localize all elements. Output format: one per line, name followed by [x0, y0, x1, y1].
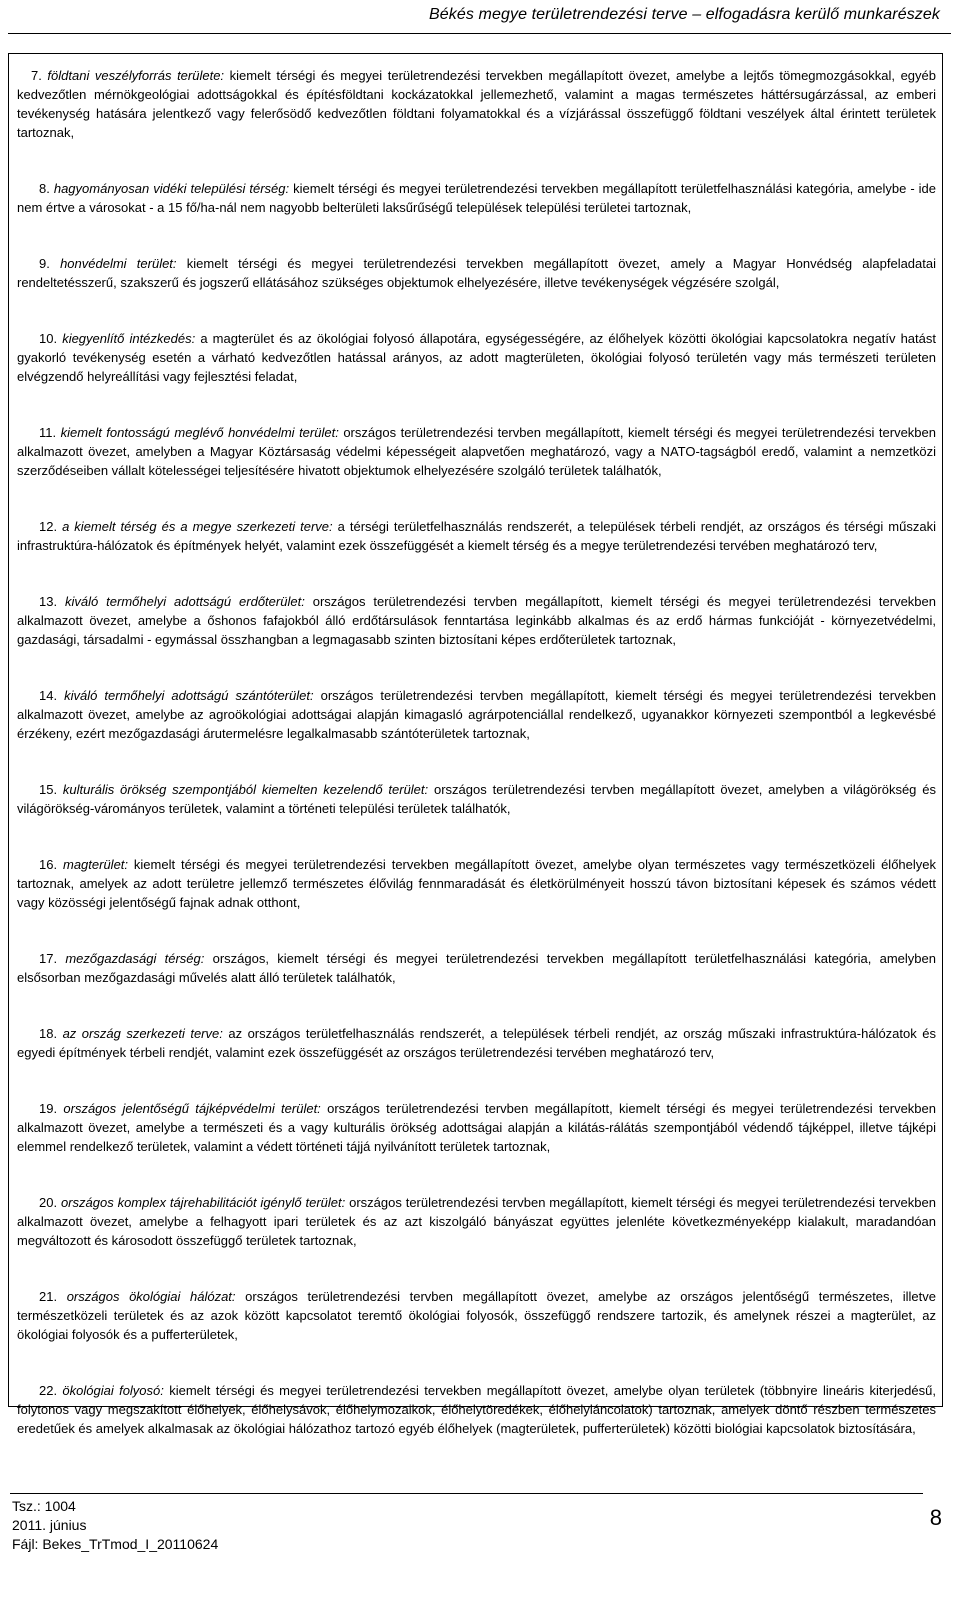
item-number: 15.	[39, 782, 58, 797]
definition-item	[17, 329, 936, 386]
footer-file: Fájl: Bekes_TrTmod_I_20110624	[12, 1536, 219, 1552]
definition-item	[17, 949, 936, 987]
definition-item	[17, 1287, 936, 1344]
definition-item	[17, 855, 936, 912]
definition-item	[17, 66, 936, 142]
item-term: a kiemelt térség és a megye szerkezeti terve:	[62, 519, 333, 534]
item-number: 19.	[39, 1101, 58, 1116]
item-number: 10.	[39, 331, 58, 346]
item-term: országos komplex tájrehabilitációt igénylő terület:	[60, 1195, 346, 1210]
item-text: országos területrendezési tervben megállapított övezet, amelybe az országos jelentőségű természetes, illetve természetközeli területek és az azok között kapcsolatot teremtő ökológiai folyosók, összefüggő rendszere tartozik, és amelynek részei a magterület, az ökológiai folyosók és a pufferterületek,	[17, 1289, 936, 1342]
item-number: 17.	[39, 951, 58, 966]
item-text: az országos területfelhasználás rendszerét, a települések térbeli rendjét, az ország műszaki infrastruktúra-hálózatok és egyedi építmények térbeli rendjét, valamint ezek összefüggését az országos területrendezési tervében meghatározó terv,	[17, 1026, 936, 1060]
item-term: mezőgazdasági térség:	[65, 951, 205, 966]
item-term: hagyományosan vidéki települési térség:	[53, 181, 290, 196]
item-number: 9.	[39, 256, 50, 271]
item-number: 20.	[39, 1195, 58, 1210]
item-text: országos területrendezési tervben megállapított, kiemelt térségi és megyei területrendezési tervekben alkalmazott övezet, amelybe a felhagyott ipari területek és az azt kiszolgáló bányászat együttes jelenléte következményeképp kialakult, maradandóan megváltozott és károsodott összefüggő területek tartoznak,	[17, 1195, 936, 1248]
item-term: földtani veszélyforrás területe:	[47, 68, 225, 83]
definition-item	[17, 179, 936, 217]
item-number: 22.	[39, 1383, 58, 1398]
page-number: 8	[929, 1505, 942, 1530]
footer-tsz: Tsz.: 1004	[12, 1498, 76, 1514]
item-text: a magterület és az ökológiai folyosó állapotára, egységességére, az élőhelyek közötti ökológiai kapcsolatokra negatív hatást gyakorló tevékenység esetén a várható kedvezőtlen hatással arányos, az adott magterületen, ökológiai folyosó területén vagy más természeti területen elvégzendő helyreállítási vagy fejlesztési feladat,	[17, 331, 936, 384]
item-number: 18.	[39, 1026, 58, 1041]
item-number: 21.	[39, 1289, 58, 1304]
item-number: 13.	[39, 594, 58, 609]
item-text: országos területrendezési tervben megállapított övezet, amelyben a világörökség és világörökség-várományos területek, valamint a történeti települési területek találhatók,	[17, 782, 936, 816]
definition-item	[17, 592, 936, 649]
definition-item	[17, 254, 936, 292]
item-term: ökológiai folyosó:	[62, 1383, 164, 1398]
item-term: országos jelentőségű tájképvédelmi terület:	[63, 1101, 321, 1116]
definition-item	[17, 517, 936, 555]
item-term: országos ökológiai hálózat:	[66, 1289, 236, 1304]
item-number: 11.	[39, 425, 57, 440]
item-term: kiváló termőhelyi adottságú erdőterület:	[65, 594, 305, 609]
item-text: országos területrendezési tervben megállapított, kiemelt térségi és megyei területrendezési tervekben alkalmazott övezet, amelyben a Magyar Köztársaság védelmi képességeit alapvetően meghatározó, vagy a NATO-tagságból eredő, valamint a nemzetközi szerződéseiben vállalt kötelességei teljesítésére hivatott objektumok elhelyezésére szolgáló területek találhatók,	[17, 425, 936, 478]
definition-item	[17, 1193, 936, 1250]
definition-item	[17, 1099, 936, 1156]
item-term: kiegyenlítő intézkedés:	[62, 331, 196, 346]
item-term: kulturális örökség szempontjából kiemelten kezelendő terület:	[62, 782, 429, 797]
item-text: kiemelt térségi és megyei területrendezési tervekben megállapított övezet, amelybe olyan területek (többnyire lineáris kiterjedésű, folytonos vagy megszakított élőhelyek, élőhelysávok, élőhelymozaikok, élőhelytöredékek, élőhelyláncolatok) tartoznak, amelyek döntő részben természetes eredetűek és amelyek alkalmasak az ökológiai hálózathoz tartozó egyéb élőhelyek (magterületek, pufferterületek) közötti biológiai kapcsolatok biztosítására,	[17, 1383, 936, 1436]
item-term: kiváló termőhelyi adottságú szántóterület:	[64, 688, 314, 703]
definitions-box	[8, 53, 943, 1436]
item-text: kiemelt térségi és megyei területrendezési tervekben megállapított övezet, amelybe olyan természetes vagy természetközeli élőhelyek tartoznak, amelyek az adott területre jellemző természetes élővilág fennmaradását és életkörülményeit hosszú távon biztosítani képesek és számos védett vagy közösségi jelentőségű fajnak adnak otthont,	[17, 857, 936, 910]
item-term: kiemelt fontosságú meglévő honvédelmi terület:	[60, 425, 339, 440]
item-text: kiemelt térségi és megyei területrendezési tervekben megállapított övezet, amely a Magyar Honvédség alapfeladatai rendeltetésszerű, szakszerű és jogszerű ellátásához szükséges objektumok elhelyezésére, illetve tevékenységek végzésére szolgál,	[17, 256, 936, 290]
item-text: kiemelt térségi és megyei területrendezési tervekben megállapított övezet, amelybe a lejtős tömegmozgásokkal, egyéb kedvezőtlen mérnökgeológiai adottságokkal és építésföldtani kockázatokkal jellemezhető, valamint a magas természetes háttérsugárzással, az emberi tevékenység hatására jelentkező vagy felerősödő kedvezőtlen földtani folyamatokkal és a vízjárással összefüggő földtani veszélyek által érintett területek tartoznak,	[17, 68, 936, 140]
item-term: az ország szerkezeti terve:	[62, 1026, 223, 1041]
definition-item	[17, 1381, 936, 1438]
item-text: országos, kiemelt térségi és megyei területrendezési tervekben megállapított területfelhasználási kategória, amelyben elsősorban mezőgazdasági művelés alatt álló területek találhatók,	[17, 951, 936, 985]
item-number: 14.	[39, 688, 58, 703]
definition-item	[17, 423, 936, 480]
item-text: a térségi területfelhasználás rendszerét, a települések térbeli rendjét, az országos és térségi műszaki infrastruktúra-hálózatok és építmények helyét, valamint ezek összefüggését a kiemelt térség és a megye területrendezési tervében meghatározó terv,	[17, 519, 936, 553]
definition-item	[17, 1024, 936, 1062]
item-number: 8.	[39, 181, 50, 196]
header-divider	[8, 33, 951, 34]
footer-info	[12, 1497, 218, 1554]
item-text: országos területrendezési tervben megállapított, kiemelt térségi és megyei területrendezési tervekben alkalmazott övezet, amelybe a őshonos fafajokból álló erdőtársulások fenntartása leginkább alkalmas és az erdő hármas funkcióját - környezetvédelmi, gazdasági, társadalmi - egymással összhangban a legmagasabb szinten biztosítani képes erdőterületek tartoznak,	[17, 594, 936, 647]
footer-date: 2011. június	[12, 1517, 87, 1533]
item-number: 16.	[39, 857, 58, 872]
item-term: honvédelmi terület:	[60, 256, 177, 271]
item-number: 12.	[39, 519, 58, 534]
item-text: országos területrendezési tervben megállapított, kiemelt térségi és megyei területrendezési tervekben alkalmazott övezet, amelybe az agroökológiai adottságai alapján kimagasló agrárpotenciállal rendelkező, ugyanakkor környezeti szempontból a legkevésbé érzékeny, ezért mezőgazdasági árutermelésre legalkalmasabb szántóterületek tartoznak,	[17, 688, 936, 741]
document-header-title: Békés megye területrendezési terve – elfogadásra kerülő munkarészek	[429, 6, 940, 23]
footer-divider	[10, 1493, 923, 1494]
item-text: országos területrendezési tervben megállapított, kiemelt térségi és megyei területrendezési tervekben alkalmazott övezet, amelybe a természeti és a vagy kulturális örökség adottságai alapján a kilátás-rálátás szempontjából védendő tájképpel, illetve tájképi elemmel rendelkező területek, valamint a védett történeti tájjá nyilvánított területek tartoznak,	[17, 1101, 936, 1154]
item-number: 7.	[31, 68, 42, 83]
definition-item	[17, 686, 936, 743]
item-text: kiemelt térségi és megyei területrendezési tervekben megállapított területfelhasználási kategória, amelybe - ide nem értve a városokat - a 15 fő/ha-nál nem nagyobb belterületi laksűrűségű települések települési területei tartoznak,	[17, 181, 936, 215]
item-term: magterület:	[62, 857, 129, 872]
definition-item	[17, 780, 936, 818]
